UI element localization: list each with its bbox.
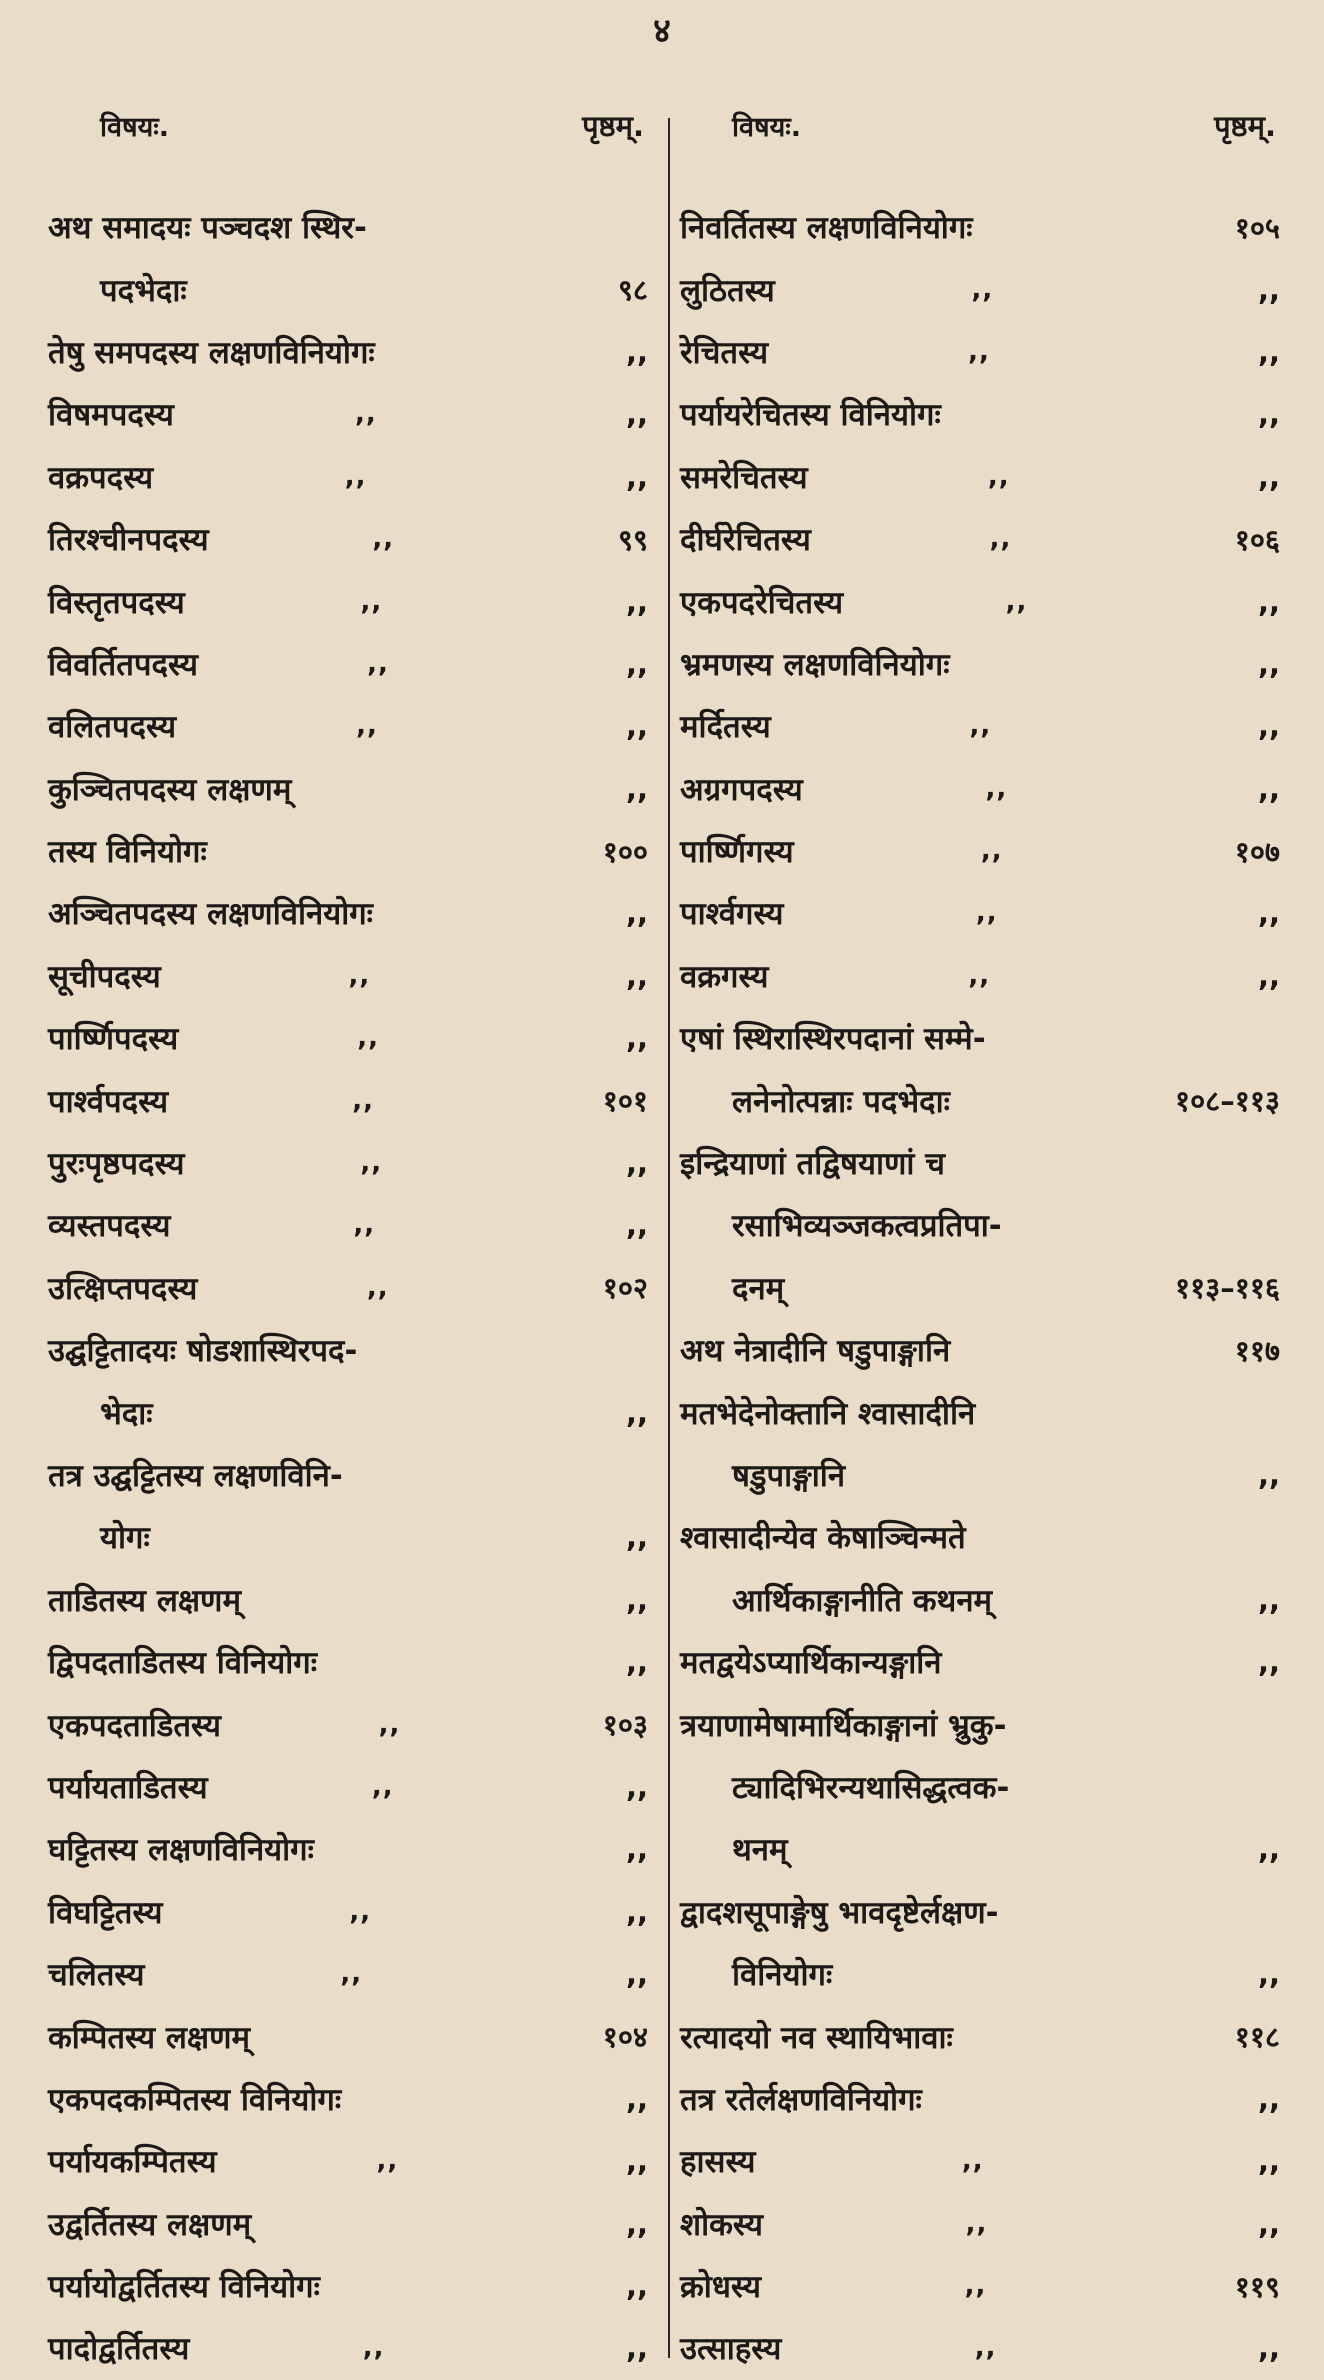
ditto-mark: ,, [360,586,383,617]
toc-entry [48,570,648,632]
toc-entry [48,1506,648,1568]
toc-entry [680,2068,1280,2130]
ditto-mark: ,, [360,1148,383,1179]
entry-subject: विवर्तितपदस्य [48,646,198,683]
toc-entry [680,196,1280,258]
entry-subject: तत्र रतेर्लक्षणविनियोगः [680,2081,922,2118]
entry-page-number: ,, [625,646,648,681]
ditto-mark: ,, [975,898,998,929]
page-heading: पृष्ठम्. [582,108,644,143]
entry-page-number: ,, [625,958,648,993]
entry-subject: मतभेदेनोक्तानि श्वासादीनि [680,1395,976,1432]
entry-page-number: ,, [625,2144,648,2179]
entry-subject: उद्घट्टितादयः षोडशास्थिरपद- [48,1333,358,1370]
entry-subject: कुञ्चितपदस्य लक्षणम् [48,771,292,808]
toc-entry [680,321,1280,383]
toc-entry [48,633,648,695]
entry-subject: अञ्चितपदस्य लक्षणविनियोगः [48,896,373,933]
toc-entry [48,2068,648,2130]
entry-page-number: ,, [625,709,648,744]
ditto-mark: ,, [980,836,1003,867]
toc-entry [48,1194,648,1256]
entry-page-number: ,, [1257,2331,1280,2366]
toc-entry [680,446,1280,508]
entry-subject: षडुपाङ्गानि [732,1458,846,1494]
entry-page-number: ,, [625,2081,648,2116]
entry-subject: क्रोधस्य [680,2269,761,2306]
toc-entry [48,1631,648,1693]
ditto-mark: ,, [340,1959,363,1990]
ditto-mark: ,, [378,1709,401,1740]
toc-entry [680,882,1280,944]
entry-subject: इन्द्रियाणां तद्विषयाणां च [680,1146,945,1183]
toc-entry [48,1444,648,1506]
entry-subject: पार्ष्णिपदस्य [48,1021,179,1058]
ditto-mark: ,, [348,960,371,991]
toc-entry [680,2005,1280,2067]
entry-subject: भेदाः [100,1395,153,1432]
ditto-mark: ,, [376,2146,399,2177]
entry-page-number: ,, [1257,1645,1280,1680]
toc-entry [48,1881,648,1943]
toc-entry [680,1132,1280,1194]
entry-page-number: १०३ [602,1708,648,1743]
right-column [680,100,1280,2380]
toc-entry [48,2005,648,2067]
entry-page-number: १०५ [1234,210,1280,245]
entry-subject: द्विपदताडितस्य विनियोगः [48,1645,317,1682]
entry-page-number: १०८–११३ [1175,1084,1280,1119]
entry-subject: थनम् [732,1832,788,1869]
toc-entry [680,1756,1280,1818]
ditto-mark: ,, [344,461,367,492]
entry-page-number: ,, [625,459,648,494]
ditto-mark: ,, [357,1023,379,1054]
entry-page-number: ,, [1257,584,1280,619]
entry-page-number: ,, [625,2206,648,2241]
toc-entry [48,508,648,570]
column-divider [668,118,670,2358]
toc-entry [680,1881,1280,1943]
toc-entry [48,1943,648,2005]
entry-subject: कम्पितस्य लक्षणम् [48,2019,251,2056]
entry-page-number: ११८ [1234,2020,1280,2055]
entry-page-number: ,, [1257,459,1280,494]
toc-entry [48,196,648,258]
entry-subject: एकपदकम्पितस्य विनियोगः [48,2081,342,2118]
right-entries [680,196,1280,2380]
toc-entry [680,570,1280,632]
entry-page-number: ११७ [1234,1333,1280,1368]
ditto-mark: ,, [971,274,994,305]
entry-subject: पर्यायकम्पितस्य [48,2144,217,2181]
toc-entry [48,758,648,820]
entry-subject: आर्थिकाङ्गानीति कथनम् [732,1582,993,1619]
entry-page-number: ,, [625,1894,648,1929]
toc-entry [680,1257,1280,1319]
toc-entry [680,1007,1280,1069]
toc-entry [48,1069,648,1131]
toc-entry [680,820,1280,882]
entry-page-number: ,, [1257,1458,1280,1492]
toc-entry [680,1818,1280,1880]
page-heading: पृष्ठम्. [1214,108,1276,143]
entry-page-number: ,, [625,1021,648,1056]
entry-page-number: ,, [1257,1957,1280,1992]
entry-page-number: ,, [1257,709,1280,744]
toc-entry [680,1569,1280,1631]
toc-entry [680,2130,1280,2192]
entry-subject: विघट्टितस्य [48,1894,163,1931]
entry-subject: दनम् [732,1270,785,1307]
entry-subject: रसाभिव्यञ्जकत्वप्रतिपा- [732,1208,1002,1245]
entry-subject: विनियोगः [732,1957,833,1994]
toc-entry [48,1756,648,1818]
toc-entry [48,882,648,944]
entry-page-number: ,, [1257,2081,1280,2116]
toc-entry [680,1444,1280,1506]
toc-entry [680,1381,1280,1443]
left-column [48,100,648,2380]
toc-entry [48,695,648,757]
entry-subject: दीर्घरेचितस्य [680,522,811,559]
entry-page-number: ,, [625,1146,648,1181]
toc-entry [48,945,648,1007]
toc-entry [680,383,1280,445]
entry-subject: मतद्वयेऽप्यार्थिकान्यङ्गानि [680,1645,942,1682]
entry-subject: श्वासादीन्येव केषाञ्चिन्मते [680,1520,966,1557]
ditto-mark: ,, [356,711,378,742]
ditto-mark: ,, [965,2208,988,2239]
entry-page-number: ,, [625,1769,648,1804]
entry-page-number: ,, [1257,958,1280,993]
ditto-mark: ,, [961,2146,984,2177]
toc-entry [680,758,1280,820]
entry-subject: लुठितस्य [680,272,775,309]
entry-subject: शोकस्य [680,2206,763,2243]
entry-page-number: १०२ [602,1271,648,1306]
ditto-mark: ,, [371,1771,394,1802]
entry-subject: अग्रगपदस्य [680,771,803,808]
toc-entry [680,2193,1280,2255]
ditto-mark: ,, [964,2271,987,2302]
entry-subject: ट्यादिभिरन्यथासिद्धत्वक- [732,1769,1010,1806]
subject-heading: विषयः. [732,111,801,143]
entry-subject: एकपदताडितस्य [48,1707,222,1744]
entry-subject: तिरश्चीनपदस्य [48,522,209,559]
toc-entry [48,820,648,882]
left-entries [48,196,648,2380]
toc-entry [48,1132,648,1194]
entry-page-number: ९९ [617,522,648,557]
toc-entry [680,1069,1280,1131]
entry-subject: उत्क्षिप्तपदस्य [48,1270,198,1307]
toc-entry [680,1631,1280,1693]
right-column-header [680,100,1280,150]
toc-entry [48,1693,648,1755]
toc-entry [48,1319,648,1381]
toc-entry [48,1381,648,1443]
entry-subject: तत्र उद्घट्टितस्य लक्षणविनि- [48,1458,343,1494]
toc-entry [680,695,1280,757]
entry-page-number: ,, [1257,1832,1280,1867]
entry-page-number: १०६ [1234,522,1280,557]
entry-page-number: ,, [1257,2206,1280,2241]
entry-subject: पुरःपृष्ठपदस्य [48,1146,185,1183]
entry-page-number: ,, [1257,646,1280,681]
entry-subject: पादोद्वर्तितस्य [48,2331,190,2368]
entry-page-number: ,, [625,584,648,619]
entry-page-number: ,, [625,397,648,432]
toc-entry [680,1506,1280,1568]
toc-entry [48,2130,648,2192]
entry-subject: लनेनोत्पन्नाः पदभेदाः [732,1083,950,1120]
entry-subject: योगः [100,1520,150,1557]
ditto-mark: ,, [353,1210,376,1241]
ditto-mark: ,, [968,960,991,991]
entry-subject: रेचितस्य [680,334,769,371]
ditto-mark: ,, [362,2333,385,2364]
ditto-mark: ,, [349,1896,372,1927]
ditto-mark: ,, [355,399,377,430]
ditto-mark: ,, [969,711,992,742]
entry-subject: वलितपदस्य [48,709,177,746]
entry-page-number: ,, [1257,334,1280,369]
toc-entry [48,2193,648,2255]
entry-subject: हासस्य [680,2144,756,2181]
entry-subject: समरेचितस्य [680,459,808,496]
entry-page-number: १०० [602,834,648,869]
entry-subject: ताडितस्य लक्षणम् [48,1582,242,1619]
entry-subject: एषां स्थिरास्थिरपदानां सम्मे- [680,1021,986,1058]
entry-subject: पर्यायरेचितस्य विनियोगः [680,397,941,434]
entry-page-number: ११९ [1234,2269,1280,2304]
toc-entry [680,1693,1280,1755]
toc-entry [48,2317,648,2379]
ditto-mark: ,, [1005,586,1028,617]
entry-subject: भ्रमणस्य लक्षणविनियोगः [680,646,950,683]
entry-page-number: १०१ [602,1084,648,1119]
toc-entry [680,1319,1280,1381]
entry-page-number: ९८ [617,273,648,308]
toc-entry [48,321,648,383]
entry-page-number: ,, [1257,397,1280,432]
entry-page-number: ,, [1257,1582,1280,1617]
entry-subject: तस्य विनियोगः [48,834,207,871]
entry-page-number: ,, [625,771,648,806]
entry-subject: पर्यायोद्वर्तितस्य विनियोगः [48,2269,320,2306]
toc-entry [48,1569,648,1631]
ditto-mark: ,, [989,524,1012,555]
toc-entry [48,2255,648,2317]
ditto-mark: ,, [372,524,395,555]
entry-page-number: ,, [625,1582,648,1617]
toc-entry [680,945,1280,1007]
entry-subject: एकपदरेचितस्य [680,584,844,621]
toc-entry [680,633,1280,695]
entry-subject: अथ नेत्रादीनि षडुपाङ्गानि [680,1333,951,1370]
entry-page-number: ,, [625,1208,648,1243]
entry-subject: निवर्तितस्य लक्षणविनियोगः [680,210,973,247]
entry-subject: घट्टितस्य लक्षणविनियोगः [48,1832,314,1869]
entry-subject: उत्साहस्य [680,2331,782,2368]
entry-subject: पार्श्वपदस्य [48,1083,169,1120]
entry-page-number: १०७ [1234,834,1280,869]
ditto-mark: ,, [987,461,1010,492]
toc-entry [48,1257,648,1319]
entry-page-number: ,, [625,2331,648,2366]
ditto-mark: ,, [974,2333,997,2364]
ditto-mark: ,, [367,648,389,679]
entry-page-number: ,, [625,1832,648,1867]
page-number: ४ [653,11,671,51]
entry-subject: त्रयाणामेषामार्थिकाङ्गानां भ्रुकु- [680,1707,1007,1744]
toc-entry [680,2317,1280,2379]
entry-subject: चलितस्य [48,1957,145,1994]
ditto-mark: ,, [968,336,990,367]
entry-subject: विस्तृतपदस्य [48,584,185,621]
toc-entry [48,446,648,508]
entry-subject: मर्दितस्य [680,709,771,746]
ditto-mark: ,, [985,773,1008,804]
entry-subject: व्यस्तपदस्य [48,1208,171,1245]
entry-page-number: ,, [625,1520,648,1555]
entry-subject: द्वादशसूपाङ्गेषु भावदृष्टेर्लक्षण- [680,1894,999,1931]
entry-subject: पर्यायताडितस्य [48,1769,208,1806]
toc-entry [680,1943,1280,2005]
entry-subject: पार्श्वगस्य [680,896,784,933]
ditto-mark: ,, [352,1085,374,1116]
entry-page-number: ,, [625,2269,648,2304]
entry-subject: अथ समादयः पञ्चदश स्थिर- [48,210,367,247]
entry-page-number: ,, [1257,272,1280,307]
entry-subject: सूचीपदस्य [48,958,161,995]
entry-page-number: ,, [1257,2144,1280,2179]
left-column-header [48,100,648,150]
toc-entry [48,1818,648,1880]
entry-page-number: ११३–११६ [1175,1271,1280,1306]
toc-entry [680,508,1280,570]
entry-page-number: ,, [1257,771,1280,806]
entry-page-number: १०४ [602,2020,648,2055]
ditto-mark: ,, [366,1272,389,1303]
entry-subject: रत्यादयो नव स्थायिभावाः [680,2019,953,2056]
entry-subject: तेषु समपदस्य लक्षणविनियोगः [48,334,375,371]
entry-page-number: ,, [1257,896,1280,931]
toc-entry [48,383,648,445]
entry-subject: उद्वर्तितस्य लक्षणम् [48,2206,252,2243]
entry-subject: पार्ष्णिगस्य [680,834,794,871]
subject-heading: विषयः. [100,111,169,143]
entry-subject: पदभेदाः [100,272,187,309]
toc-entry [48,1007,648,1069]
entry-page-number: ,, [625,1395,648,1430]
toc-entry [680,258,1280,320]
entry-page-number: ,, [625,1645,648,1680]
entry-subject: वक्रपदस्य [48,459,154,496]
entry-page-number: ,, [625,334,648,369]
entry-page-number: ,, [625,896,648,931]
toc-entry [48,258,648,320]
entry-page-number: ,, [625,1957,648,1992]
entry-subject: वक्रगस्य [680,958,769,995]
toc-entry [680,2255,1280,2317]
toc-entry [680,1194,1280,1256]
entry-subject: विषमपदस्य [48,397,174,434]
